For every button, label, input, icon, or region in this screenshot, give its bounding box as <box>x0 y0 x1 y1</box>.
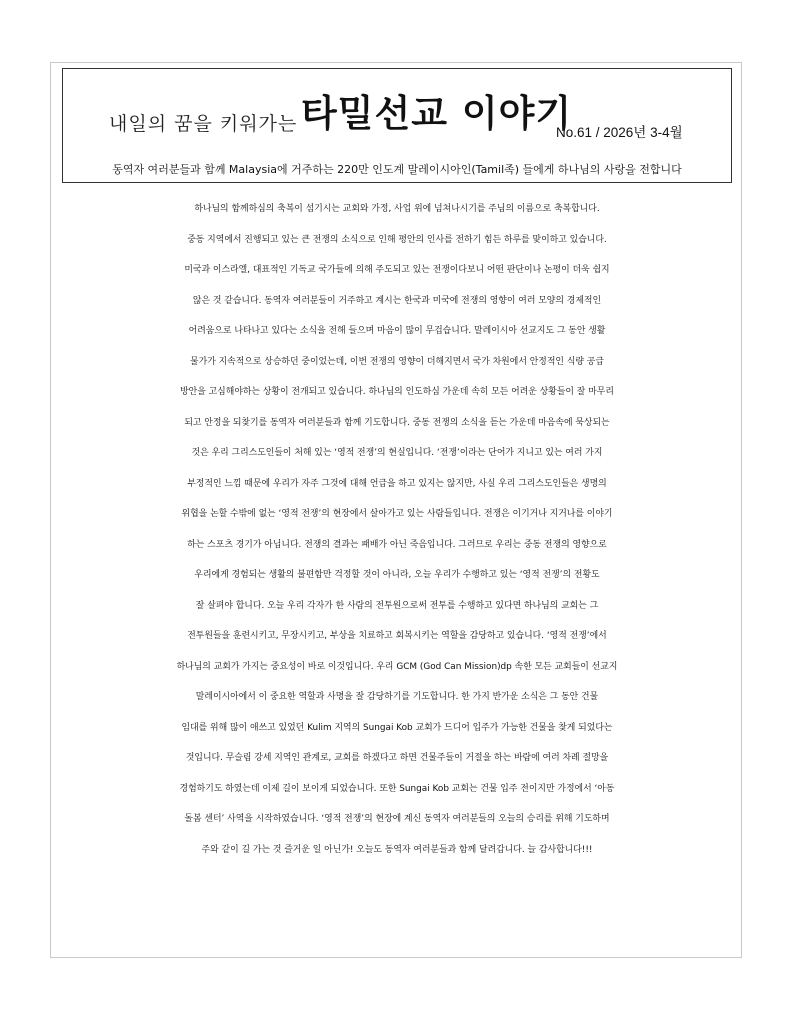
body-line: 되고 안정을 되찾기를 동역자 여러분들과 함께 기도합니다. 중동 전쟁의 소식을 듣는 가운데 마음속에 묵상되는 <box>184 417 610 428</box>
body-line: 말레이시아에서 이 중요한 역할과 사명을 잘 감당하기를 기도합니다. 한 가지 반가운 소식은 그 동안 건물 <box>195 692 599 702</box>
body-line: 전투원들을 훈련시키고, 무장시키고, 부상을 치료하고 회복시키는 역할을 감당하고 있습니다. ‘영적 전쟁’에서 <box>187 631 607 641</box>
body-line: 경험하기도 하였는데 이제 길이 보이게 되었습니다. 또한 Sungai Kob 교회는 건물 입주 전이지만 가정에서 ‘아동 <box>179 783 615 794</box>
header-slogan: 내일의 꿈을 키워가는 <box>109 113 298 135</box>
body-line: 것입니다. 무슬림 강세 지역인 관계로, 교회를 하겠다고 하면 건물주들이 거절을 하는 바람에 여러 차례 절망을 <box>185 753 609 763</box>
body-line: 위협을 논할 수밖에 없는 ‘영적 전쟁’의 현장에서 살아가고 있는 사람들입니다. 전쟁은 이기거나 지거나를 이야기 <box>181 509 613 519</box>
body-line: 않은 것 같습니다. 동역자 여러분들이 거주하고 계시는 한국과 미국에 전쟁의 영향이 여러 모양의 경제적인 <box>192 295 602 306</box>
body-line: 부정적인 느낌 때문에 우리가 자주 그것에 대해 언급을 하고 있지는 않지만, 사실 우리 그리스도인들은 생명의 <box>187 478 607 489</box>
body-line: 하나님의 함께하심의 축복이 섬기시는 교회와 가정, 사업 위에 넘쳐나시기를 주님의 이름으로 축복합니다. <box>194 204 600 214</box>
body-line: 주와 같이 길 가는 것 즐거운 일 아닌가! 오늘도 동역자 여러분들과 함께 달려갑니다. 늘 감사합니다!!! <box>201 844 593 855</box>
body-line: 돌봄 센터’ 사역을 시작하였습니다. ‘영적 전쟁’의 현장에 계신 동역자 여러분들의 오늘의 승리를 위해 기도하며 <box>184 814 610 824</box>
letter-body <box>52 194 742 865</box>
body-line: 어려움으로 나타나고 있다는 소식을 전해 들으며 마음이 많이 무겁습니다. 말레이시아 선교지도 그 동안 생활 <box>188 326 606 336</box>
body-line: 것은 우리 그리스도인들이 처해 있는 ‘영적 전쟁’의 현실입니다. ‘전쟁’이라는 단어가 지니고 있는 여러 가지 <box>191 448 603 458</box>
body-line: 물가가 지속적으로 상승하던 중이었는데, 이번 전쟁의 영향이 더해지면서 국가 차원에서 안정적인 식량 공급 <box>190 356 604 367</box>
body-line: 우리에게 경험되는 생활의 불편함만 걱정할 것이 아니라, 오늘 우리가 수행하고 있는 ‘영적 전쟁’의 전황도 <box>194 570 600 580</box>
body-line: 임대를 위해 많이 애쓰고 있었던 Kulim 지역의 Sungai Kob 교회가 드디어 입주가 가능한 건물을 찾게 되었다는 <box>181 722 613 733</box>
body-line: 하나님의 교회가 가지는 중요성이 바로 이것입니다. 우리 GCM (God Can Mission)dp 속한 모든 교회들이 선교지 <box>176 661 618 672</box>
body-line: 방안을 고심해야하는 상황이 전개되고 있습니다. 하나님의 인도하심 가운데 속히 모든 어려운 상황들이 잘 마무리 <box>180 387 614 397</box>
newsletter-title: 타밀선교 이야기 <box>301 92 573 135</box>
mission-statement: 동역자 여러분들과 함께 Malaysia에 거주하는 220만 인도계 말레이시아인(Tamil족) 들에게 하나님의 사랑을 전합니다 <box>112 163 682 176</box>
body-line: 중동 지역에서 진행되고 있는 큰 전쟁의 소식으로 인해 평안의 인사를 전하기 힘든 하루를 맞이하고 있습니다. <box>187 234 607 245</box>
body-line: 잘 살펴야 합니다. 오늘 우리 각자가 한 사람의 전투원으로써 전투를 수행하고 있다면 하나님의 교회는 그 <box>195 600 599 611</box>
issue-number: No.61 / 2026년 3-4월 <box>556 125 683 140</box>
body-line: 하는 스포츠 경기가 아닙니다. 전쟁의 결과는 패배가 아닌 죽음입니다. 그러므로 우리는 중동 전쟁의 영향으로 <box>187 539 607 550</box>
newsletter-header <box>62 68 732 183</box>
body-line: 미국과 이스라엘, 대표적인 기독교 국가들에 의해 주도되고 있는 전쟁이다보니 어떤 판단이나 논평이 더욱 쉽지 <box>184 265 610 275</box>
